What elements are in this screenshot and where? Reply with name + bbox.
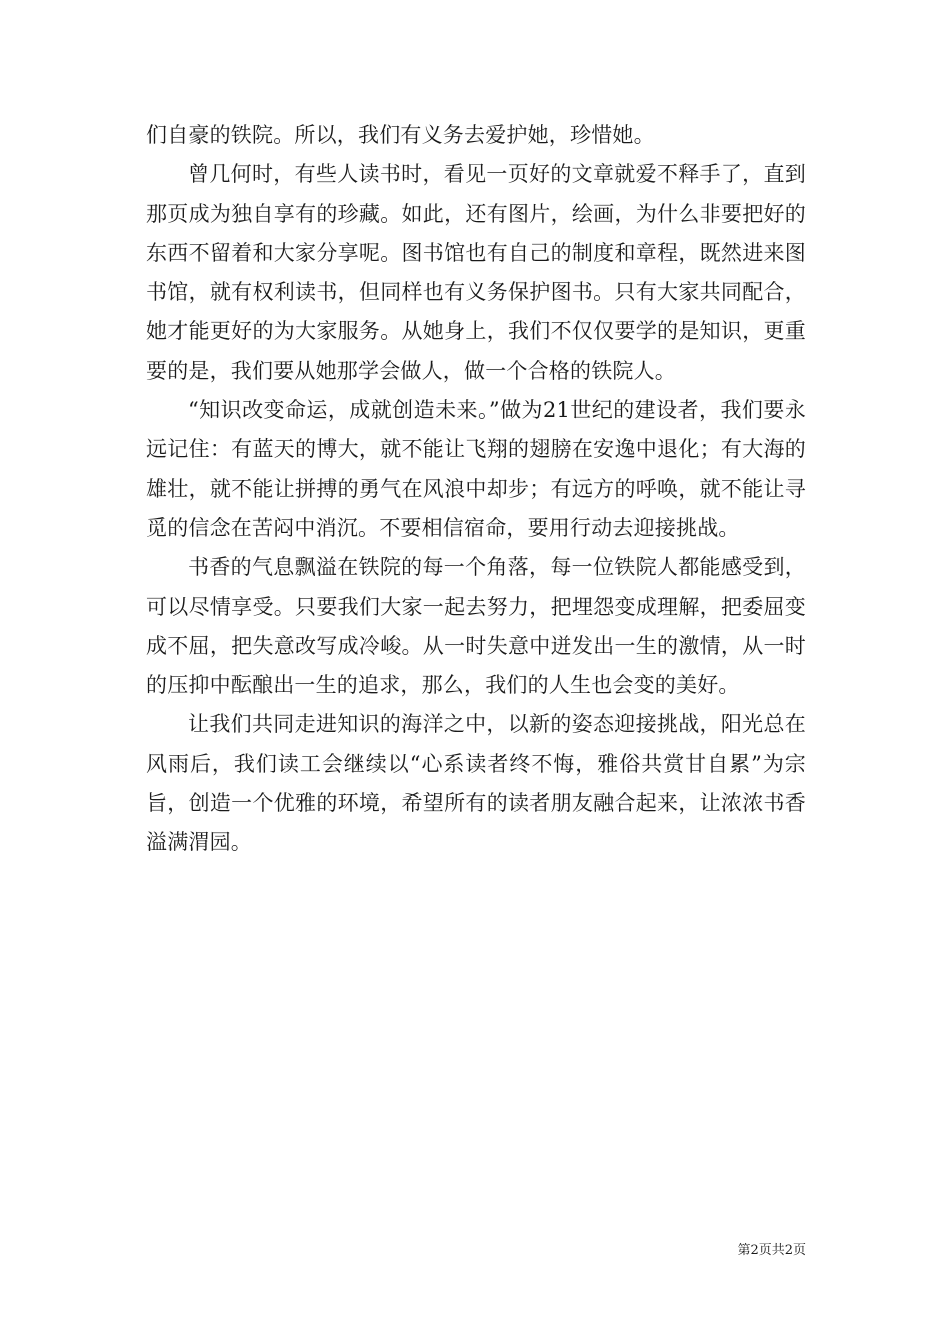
paragraph-5: 让我们共同走进知识的海洋之中，以新的姿态迎接挑战，阳光总在风雨后，我们读工会继续以“心系读者终不悔，雅俗共赏甘自累”为宗旨，创造一个优雅的环境，希望所有的读者朋友融合起来，让浓浓书香溢满渭园。 — [146, 712, 806, 855]
body-text — [146, 116, 806, 863]
paragraph-3: “知识改变命运，成就创造未来。”做为21世纪的建设者，我们要永远记住：有蓝天的博大，就不能让飞翔的翅膀在安逸中退化；有大海的雄壮，就不能让拼搏的勇气在风浪中却步；有远方的呼唤，就不能让寻觅的信念在苦闷中消沉。不要相信宿命，要用行动去迎接挑战。 — [146, 398, 806, 540]
paragraph-2: 曾几何时，有些人读书时，看见一页好的文章就爱不释手了，直到那页成为独自享有的珍藏。如此，还有图片，绘画，为什么非要把好的东西不留着和大家分享呢。图书馆也有自己的制度和章程，既然进来图书馆，就有权利读书，但同样也有义务保护图书。只有大家共同配合，她才能更好的为大家服务。从她身上，我们不仅仅要学的是知识，更重要的是，我们要从她那学会做人，做一个合格的铁院人。 — [146, 162, 806, 383]
paragraph-4: 书香的气息飘溢在铁院的每一个角落，每一位铁院人都能感受到，可以尽情享受。只要我们大家一起去努力，把埋怨变成理解，把委屈变成不屈，把失意改写成冷峻。从一时失意中迸发出一生的激情，从一时的压抑中酝酿出一生的追求，那么，我们的人生也会变的美好。 — [146, 555, 806, 698]
paragraph-1: 们自豪的铁院。所以，我们有义务去爱护她，珍惜她。 — [146, 123, 655, 147]
page-footer — [0, 1242, 806, 1260]
page-number: 第2页共2页 — [737, 1243, 806, 1258]
